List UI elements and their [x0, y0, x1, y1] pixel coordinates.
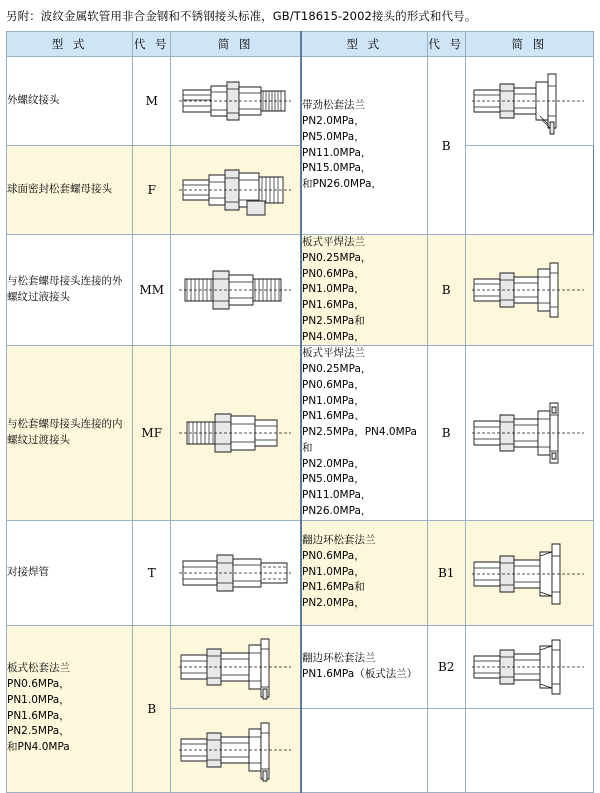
code-cell-f: F: [133, 146, 171, 235]
code-cell-m: M: [133, 57, 171, 146]
table-row: [7, 57, 594, 146]
spherical-seal-union-nut-icon: [177, 155, 295, 225]
code-cell-lap-joint-2: B2: [427, 625, 465, 708]
table-row: [7, 346, 594, 520]
code-cell-plate-flat-weld: B: [427, 235, 465, 346]
figure-cell-lap-joint: [465, 520, 593, 625]
empty-cell-figure: [465, 708, 593, 792]
page-caption: 另附：波纹金属软管用非合金钢和不锈钢接头标准，GB/T18615-2002接头的形式和代号。: [6, 9, 477, 23]
type-cell-f: 球面密封松套螺母接头: [7, 146, 133, 235]
table-row: [7, 520, 594, 625]
empty-cell-code: [427, 708, 465, 792]
figure-cell-f: [171, 146, 301, 235]
header-figure-right: 简 图: [465, 32, 593, 57]
figure-cell-plate-flat-weld-2: [465, 346, 593, 520]
header-figure-left: 简 图: [171, 32, 301, 57]
figure-cell-plate-loose-flange-b: [171, 708, 301, 792]
figure-cell-plate-flat-weld: [465, 235, 593, 346]
empty-cell-type: [301, 708, 427, 792]
lap-joint-flange-icon: [470, 530, 588, 616]
type-cell-t: 对接焊管: [7, 520, 133, 625]
header-code-left: 代 号: [133, 32, 171, 57]
plate-loose-flange-icon: [177, 627, 295, 707]
type-cell-ribbed-flange: 带劲松套法兰 PN2.0MPa，PN5.0MPa， PN11.0MPa，PN15.0MPa， 和PN26.0MPa，: [301, 57, 427, 235]
code-cell-plate-flat-weld-2: B: [427, 346, 465, 520]
table-row: [7, 146, 594, 235]
figure-cell-mf: [171, 346, 301, 520]
lap-joint-flange-2-icon: [470, 632, 588, 702]
type-cell-plate-flat-weld-2: 板式平焊法兰 PN0.25MPa，PN0.6MPa， PN1.0MPa，PN1.6MPa、 PN2.5MPa，PN4.0MPa和 PN2.0MPa，PN5.0MPa， PN11.0MPa，PN26.0MPa，: [301, 346, 427, 520]
code-cell-t: T: [133, 520, 171, 625]
plate-flat-weld-flange-2-icon: [470, 385, 588, 481]
header-type-left: 型 式: [7, 32, 133, 57]
male-thread-transition-icon: [177, 249, 295, 331]
table-row: [7, 235, 594, 346]
figure-cell-plate-loose-flange-a: [171, 625, 301, 708]
figure-cell-m: [171, 57, 301, 146]
header-type-right: 型 式: [301, 32, 427, 57]
type-cell-mm: 与松套螺母接头连接的外螺纹过液接头: [7, 235, 133, 346]
type-cell-lap-joint: 翻边环松套法兰 PN0.6MPa，PN1.0MPa， PN1.6MPa和PN2.0MPa，: [301, 520, 427, 625]
code-cell-plate-loose-flange: B: [133, 625, 171, 792]
table-row: [7, 625, 594, 708]
ribbed-loose-flange-icon: [470, 64, 588, 138]
butt-weld-pipe-icon: [177, 535, 295, 611]
type-cell-lap-joint-2: 翻边环松套法兰 PN1.6MPa（板式法兰）: [301, 625, 427, 708]
plate-flat-weld-flange-icon: [470, 249, 588, 331]
table-header: [7, 32, 594, 57]
code-cell-mf: MF: [133, 346, 171, 520]
type-cell-plate-flat-weld: 板式平焊法兰 PN0.25MPa，PN0.6MPa， PN1.0MPa，PN1.6MPa， PN2.5MPa和PN4.0MPa，: [301, 235, 427, 346]
code-cell-mm: MM: [133, 235, 171, 346]
type-cell-plate-loose-flange: 板式松套法兰 PN0.6MPa，PN1.0MPa， PN1.6MPa，PN2.5MPa， 和PN4.0MPa: [7, 625, 133, 792]
code-cell-lap-joint: B1: [427, 520, 465, 625]
type-cell-mf: 与松套螺母接头连接的内螺纹过渡接头: [7, 346, 133, 520]
plate-loose-flange-icon-2: [177, 711, 295, 789]
threaded-male-connector-icon: [177, 66, 295, 136]
header-code-right: 代 号: [427, 32, 465, 57]
female-thread-transition-icon: [177, 392, 295, 474]
connector-spec-table: [6, 31, 594, 793]
figure-cell-t: [171, 520, 301, 625]
figure-cell-mm: [171, 235, 301, 346]
figure-cell-ribbed-flange: [465, 57, 593, 146]
figure-cell-lap-joint-2: [465, 625, 593, 708]
type-cell-m: 外螺纹接头: [7, 57, 133, 146]
code-cell-ribbed-flange: B: [427, 57, 465, 235]
